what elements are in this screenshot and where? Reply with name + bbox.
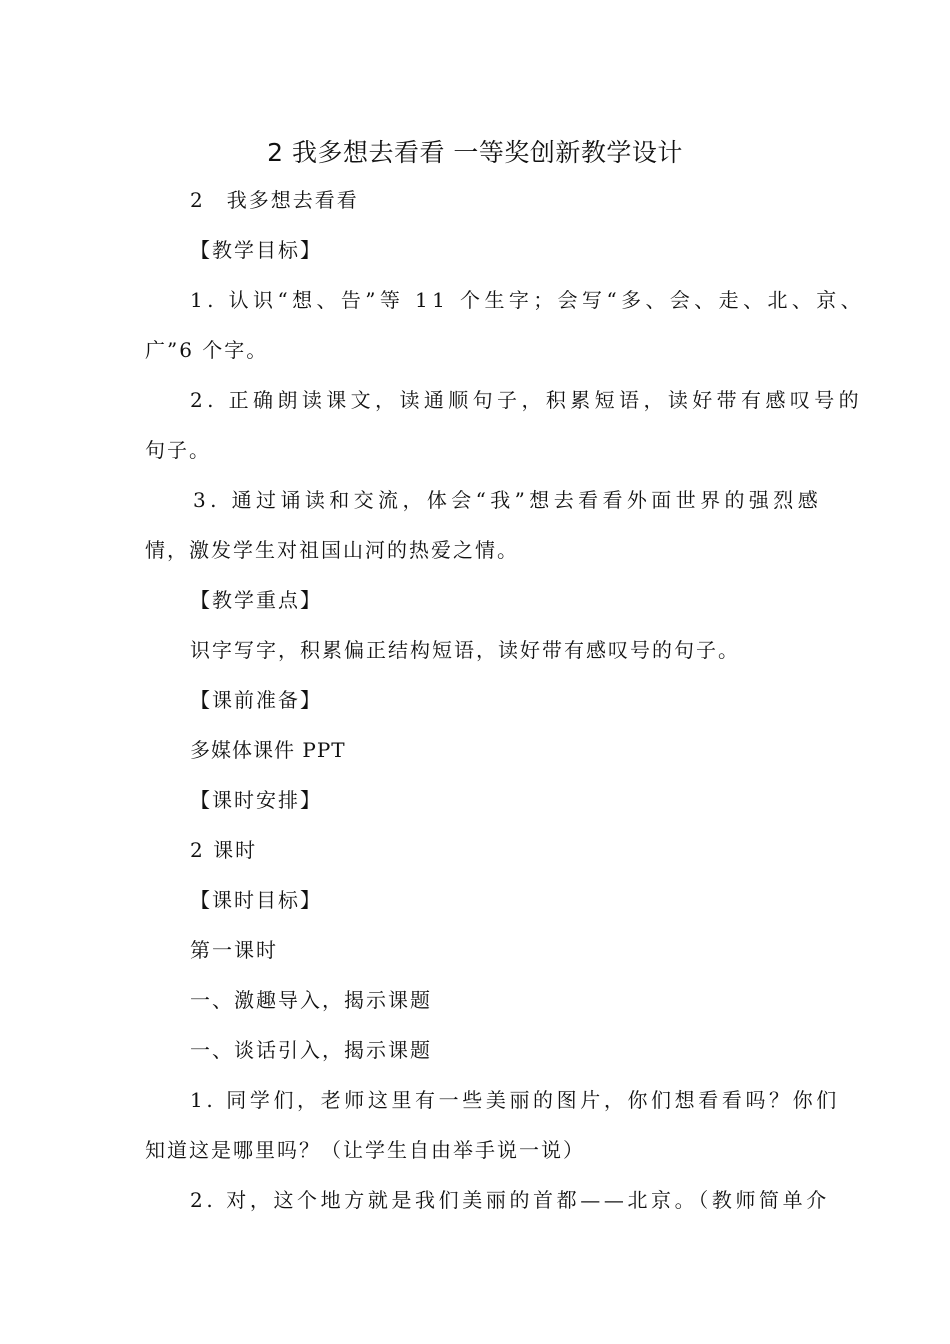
goal-3-line-1: 3. 通过诵读和交流，体会“我”想去看看外面世界的强烈感	[193, 488, 823, 512]
step-1-line-2: 知道这是哪里吗？（让学生自由举手说一说）	[145, 1138, 585, 1162]
lesson-heading: 2 我多想去看看	[190, 188, 359, 212]
step-heading-1: 一、激趣导入，揭示课题	[190, 988, 432, 1012]
preparation-text: 多媒体课件 PPT	[190, 738, 346, 762]
section-heading-period-goals: 【课时目标】	[190, 888, 322, 912]
section-heading-schedule: 【课时安排】	[190, 788, 322, 812]
goal-3-line-2: 情，激发学生对祖国山河的热爱之情。	[145, 538, 519, 562]
step-heading-1-alt: 一、谈话引入，揭示课题	[190, 1038, 432, 1062]
goal-2-line-1: 2. 正确朗读课文，读通顺句子，积累短语，读好带有感叹号的	[190, 388, 864, 412]
goal-2-line-2: 句子。	[145, 438, 211, 462]
section-heading-preparation: 【课前准备】	[190, 688, 322, 712]
document-title: 2 我多想去看看 一等奖创新教学设计	[267, 138, 683, 167]
key-points-text: 识字写字，积累偏正结构短语，读好带有感叹号的句子。	[190, 638, 740, 662]
goal-1-line-2: 广”6 个字。	[145, 338, 269, 362]
first-period-label: 第一课时	[190, 938, 278, 962]
section-heading-key-points: 【教学重点】	[190, 588, 322, 612]
step-2-line-1: 2. 对，这个地方就是我们美丽的首都——北京。（教师简单介	[190, 1188, 830, 1212]
schedule-text: 2 课时	[190, 838, 258, 862]
section-heading-teaching-goals: 【教学目标】	[190, 238, 322, 262]
goal-1-line-1: 1. 认识“想、告”等 11 个生字；会写“多、会、走、北、京、	[190, 288, 866, 312]
step-1-line-1: 1. 同学们，老师这里有一些美丽的图片，你们想看看吗？你们	[190, 1088, 840, 1112]
